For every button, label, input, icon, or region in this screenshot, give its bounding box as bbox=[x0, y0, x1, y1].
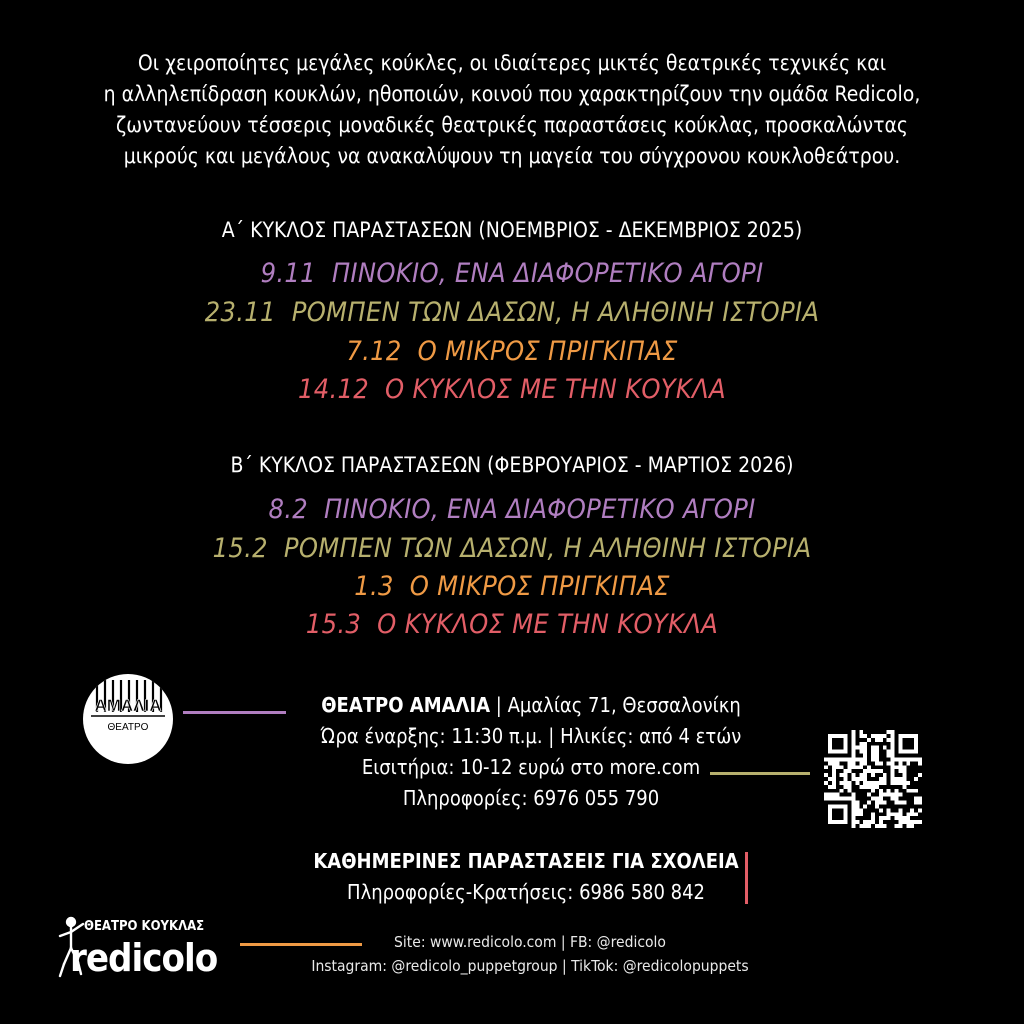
show-row bbox=[0, 571, 1024, 602]
qr-code-graphic bbox=[824, 730, 922, 828]
show-title: Ο ΚΥΚΛΟΣ ΜΕ ΤΗΝ ΚΟΥΚΛΑ bbox=[377, 609, 719, 640]
intro-paragraph bbox=[40, 48, 984, 172]
brand-logo-text: redicolo bbox=[70, 936, 218, 980]
cycle-b-heading: Β΄ ΚΥΚΛΟΣ ΠΑΡΑΣΤΑΣΕΩΝ (ΦΕΒΡΟΥΑΡΙΟΣ - ΜΑΡΤΙΟΣ 2026) bbox=[230, 453, 794, 477]
show-title: Ο ΜΙΚΡΟΣ ΠΡΙΓΚΙΠΑΣ bbox=[409, 571, 670, 602]
intro-line: η αλληλεπίδραση κουκλών, ηθοποιών, κοινού που χαρακτηρίζουν την ομάδα Redicolo, bbox=[103, 82, 921, 106]
show-date: 7.12 bbox=[346, 336, 402, 367]
show-row bbox=[0, 609, 1024, 640]
show-row bbox=[0, 258, 1024, 289]
qr-code-icon[interactable] bbox=[824, 730, 922, 828]
show-date: 15.2 bbox=[212, 533, 268, 564]
show-date: 1.3 bbox=[354, 571, 394, 602]
schools-info bbox=[296, 846, 756, 908]
amalia-theatre-logo bbox=[83, 674, 173, 764]
instagram-tiktok-line[interactable]: Instagram: @redicolo_puppetgroup | TikTok: @redicolopuppets bbox=[311, 957, 749, 975]
venue-address: | Αμαλίας 71, Θεσσαλονίκη bbox=[490, 693, 741, 717]
cycle-a-heading: Α΄ ΚΥΚΛΟΣ ΠΑΡΑΣΤΑΣΕΩΝ (ΝΟΕΜΒΡΙΟΣ - ΔΕΚΕΜΒΡΙΟΣ 2025) bbox=[221, 218, 803, 242]
site-fb-line[interactable]: Site: www.redicolo.com | FB: @redicolo bbox=[394, 933, 666, 951]
intro-line: ζωντανεύουν τέσσερις μοναδικές θεατρικές παραστάσεις κούκλας, προσκαλώντας bbox=[116, 113, 908, 137]
info-phone-line: Πληροφορίες: 6976 055 790 bbox=[402, 786, 660, 810]
purple-divider bbox=[183, 711, 286, 714]
amalia-logo-graphic bbox=[83, 674, 173, 764]
show-date: 14.12 bbox=[298, 374, 370, 405]
venue-line bbox=[296, 690, 766, 721]
show-row bbox=[0, 374, 1024, 405]
show-date: 8.2 bbox=[268, 494, 308, 525]
show-title: Ο ΜΙΚΡΟΣ ΠΡΙΓΚΙΠΑΣ bbox=[417, 336, 678, 367]
show-title: ΡΟΜΠΕΝ ΤΩΝ ΔΑΣΩΝ, Η ΑΛΗΘΙΝΗ ΙΣΤΟΡΙΑ bbox=[283, 533, 812, 564]
intro-line: Οι χειροποίητες μεγάλες κούκλες, οι ιδιαίτερες μικτές θεατρικές τεχνικές και bbox=[137, 51, 887, 75]
show-row bbox=[0, 297, 1024, 328]
show-date: 9.11 bbox=[260, 258, 316, 289]
brand-tagline: ΘΕΑΤΡΟ ΚΟΥΚΛΑΣ bbox=[84, 919, 205, 934]
show-title: ΠΙΝΟΚΙΟ, ΕΝΑ ΔΙΑΦΟΡΕΤΙΚΟ ΑΓΟΡΙ bbox=[323, 494, 756, 525]
show-title: Ο ΚΥΚΛΟΣ ΜΕ ΤΗΝ ΚΟΥΚΛΑ bbox=[385, 374, 726, 405]
schools-phone: Πληροφορίες-Κρατήσεις: 6986 580 842 bbox=[347, 880, 705, 904]
social-links bbox=[270, 930, 790, 978]
show-title: ΠΙΝΟΚΙΟ, ΕΝΑ ΔΙΑΦΟΡΕΤΙΚΟ ΑΓΟΡΙ bbox=[331, 258, 764, 289]
schools-title: ΚΑΘΗΜΕΡΙΝΕΣ ΠΑΡΑΣΤΑΣΕΙΣ ΓΙΑ ΣΧΟΛΕΙΑ bbox=[313, 849, 739, 873]
venue-name: ΘΕΑΤΡΟ ΑΜΑΛΙΑ bbox=[321, 693, 491, 717]
venue-info bbox=[296, 690, 766, 814]
start-time-line: Ώρα έναρξης: 11:30 π.μ. | Ηλικίες: από 4 ετών bbox=[320, 724, 742, 748]
show-title: ΡΟΜΠΕΝ ΤΩΝ ΔΑΣΩΝ, Η ΑΛΗΘΙΝΗ ΙΣΤΟΡΙΑ bbox=[291, 297, 820, 328]
show-date: 23.11 bbox=[204, 297, 276, 328]
tickets-line: Εισιτήρια: 10-12 ευρώ στο more.com bbox=[361, 755, 701, 779]
intro-line: μικρούς και μεγάλους να ανακαλύψουν τη μαγεία του σύγχρονου κουκλοθεάτρου. bbox=[123, 144, 901, 168]
show-row bbox=[0, 533, 1024, 564]
show-date: 15.3 bbox=[305, 609, 362, 640]
logo-bottom-text: ΘΕΑΤΡΟ bbox=[107, 722, 149, 733]
logo-top-text: ΑΜΑΛΙΑ bbox=[94, 696, 162, 715]
show-row bbox=[0, 494, 1024, 525]
show-row bbox=[0, 336, 1024, 367]
